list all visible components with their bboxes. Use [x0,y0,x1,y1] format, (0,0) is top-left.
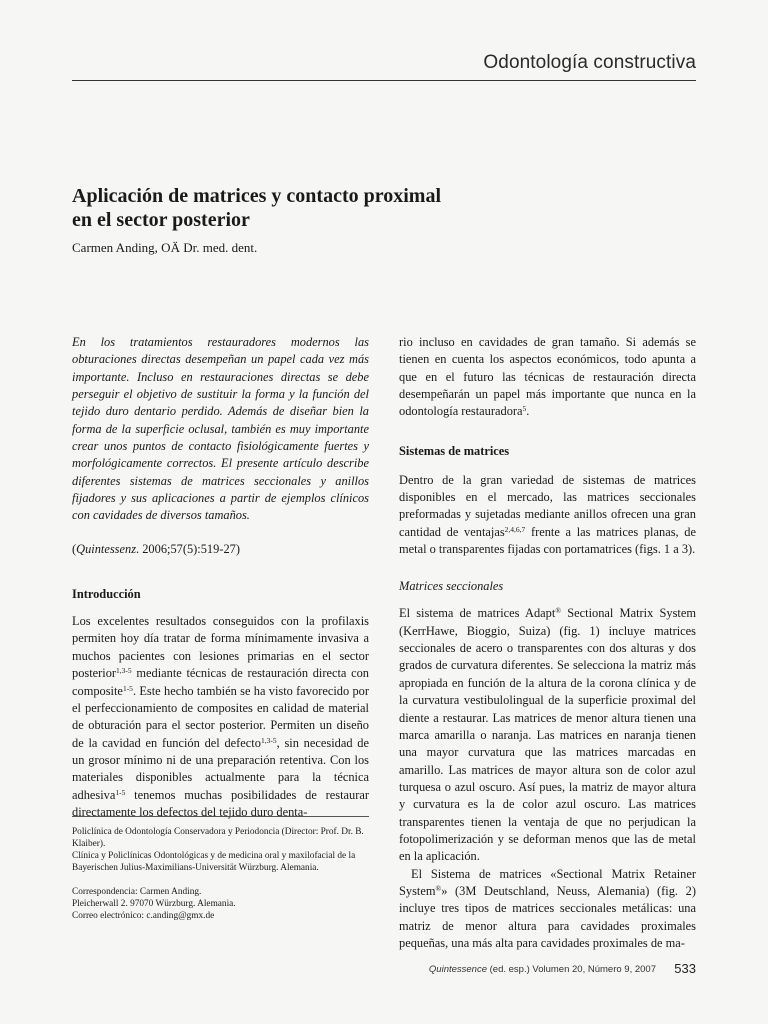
sistemas-text: Dentro de la gran variedad de sistemas de matrices disponibles en el mercado, las matrices seccionales preformadas y sujetadas mediante anillos ofrecen una gran cantidad de ventajas$^{2,4,6,7}$ frente a las matrices planas, de metal o transparentes fijadas con portamatrices (figs. 1 a 3). [399,472,696,557]
affiliation-2: Clínica y Policlínicas Odontológicas y de medicina oral y maxilofacial de la Bayerischen Julius-Maximilians-Universität Würzburg. Alemania. [72,851,356,873]
article-title [72,184,632,232]
footer-journal: Quintessence [428,964,487,975]
introduction-text-end: tenemos muchas posibilidades de restaurar directamente los defectos del tejido duro denta- [72,787,369,819]
introduction-text-continued: rio incluso en cavidades de gran tamaño. Si además se tienen en cuenta los aspectos económicos, todo apunta a que en el futuro las técnicas de restauración directa desempeñarán un papel más importante que nunca en la odontología restauradora [399,335,696,419]
title-line-1: Aplicación de matrices y contacto proximal [72,185,442,207]
article-authors: Carmen Anding, OÄ Dr. med. dent. [72,240,258,255]
footnotes [72,826,369,922]
introduction-heading: Introducción [72,587,141,602]
footnote-rule [72,816,369,817]
citation: (Quintessenz. 2006;57(5):519-27) [72,541,240,556]
seccionales-paragraph-2: El Sistema de matrices «Sectional Matrix Retainer System®» (3M Deutschland, Neuss, Alemania) (fig. 2) incluye tres tipos de matrices seccionales metálicas: una matriz de menor altura para cavidades proximales pequeñas, una más alta para cavidades proximales de ma- [399,866,696,950]
seccionales-paragraph-1: El sistema de matrices Adapt® Sectional Matrix System (KerrHawe, Bioggio, Suiza) (fig. 1) incluye matrices seccionales de acero o transparentes con dos alturas y dos grados de curvatura diferentes. Se selecciona la matriz más apropiada en función de la altura de la corona clínica y de la curvatura vestibulolingual de la superficie proximal del diente a restaurar. Las matrices de menor altura tienen una marca amarilla o naranja. Las matrices en naranja tienen una mayor curvatura que las matrices marcadas en amarillo. Las matrices de mayor altura son de color azul turquesa o azul oscuro. Así pues, la matriz de mayor altura y curvatura es la de color azul oscuro. Las matrices transparentes tienen la ventaja de que no perjudican la fotopolimerización y se deforman menos que las de metal en la aplicación. [399,606,696,864]
header-rule [72,80,696,81]
introduction-text: Los excelentes resultados conseguidos con la profilaxis permiten hoy día tratar de forma mínimamente invasiva a muchos pacientes con lesiones primarias en el sector posterior$^{1,3-5}$ mediante técnicas de restauración directa con composite$^{1-5}$. Este hecho también se ha visto favorecido por el perfeccionamiento de composites en calidad de material de obturación para el sector posterior. Permiten un diseño de la cavidad en función del defecto$^{1,3-5}$, sin necesidad de un grosor mínimo ni de una preparación retentiva. Con los materiales disponibles actualmente para la técnica adhesiva$^{1-5}$ tenemos muchas posibilidades de restaurar directamente los defectos del tejido duro denta- [72,614,369,819]
sistemas-heading: Sistemas de matrices [399,443,510,458]
right-column [399,334,696,952]
citation-journal: Quintessenz [76,541,137,556]
correspondence-email[interactable]: Correo electrónico: c.anding@gmx.de [72,911,215,921]
page-number: 533 [674,961,696,976]
left-column [72,334,369,821]
correspondence-address: Pleicherwall 2. 97070 Würzburg. Alemania. [72,899,236,909]
abstract [72,334,369,525]
section-label: Odontología constructiva [483,52,696,73]
title-line-2: en el sector posterior [72,209,250,231]
journal-footer [429,964,656,975]
affiliation-1: Policlínica de Odontología Conservadora y Periodoncia (Director: Prof. Dr. B. Klaiber). [72,827,364,849]
footer-issue: (ed. esp.) Volumen 20, Número 9, 2007 [487,964,656,975]
abstract-text: En los tratamientos restauradores modernos las obturaciones directas desempeñan un papel cada vez más importante. Incluso en restauraciones directas se debe perseguir el objetivo de sustituir la forma y la función del tejido duro dentario perdido. Además de diseñar bien la forma de la superficie oclusal, también es muy importante crear unos puntos de contacto fisiológicamente fuertes y morfológicamente correctos. El presente artículo describe diferentes sistemas de matrices seccionales y anillos fijadores y sus aplicaciones a partir de ejemplos clínicos con cavidades de diversos tamaños. [72,335,369,523]
seccionales-heading: Matrices seccionales [399,579,504,594]
correspondence-name: Correspondencia: Carmen Anding. [72,887,202,897]
introduction-continued: rio incluso en cavidades de gran tamaño. Si además se tienen en cuenta los aspectos económicos, todo apunta a que en el futuro las técnicas de restauración directa desempeñarán un papel más importante que nunca en la odontología restauradora$^5$. [399,335,696,419]
